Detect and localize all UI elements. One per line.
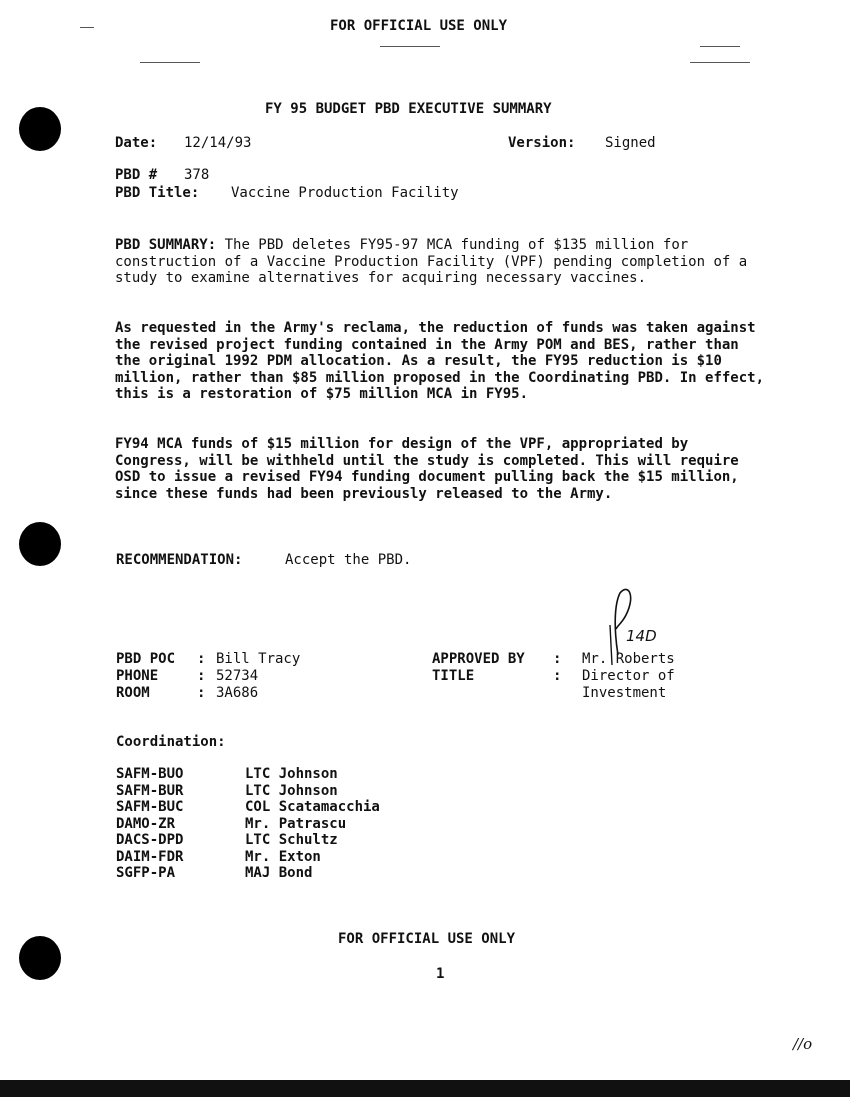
poc-colon: :: [197, 651, 206, 667]
punch-hole-middle: [19, 522, 61, 566]
recommendation-value: Accept the PBD.: [285, 552, 412, 568]
page-number: 1: [436, 966, 445, 982]
pbd-number-value: 378: [184, 167, 210, 183]
scan-border-bottom: [0, 1080, 850, 1097]
approved-by-colon: :: [553, 651, 562, 667]
version-label: Version:: [508, 135, 576, 151]
scan-artifact: [700, 46, 740, 47]
coordination-office: SGFP-PA: [116, 865, 176, 881]
summary-label: PBD SUMMARY:: [115, 237, 217, 253]
coordination-label: Coordination:: [116, 734, 226, 750]
coordination-person: Mr. Exton: [245, 848, 321, 865]
approved-by-label: APPROVED BY: [432, 651, 525, 667]
room-value: 3A686: [216, 685, 259, 701]
room-label: ROOM: [116, 685, 150, 701]
recommendation-label: RECOMMENDATION:: [116, 552, 243, 568]
signature-initials: 14D: [626, 627, 657, 645]
handwritten-page-mark: //o: [793, 1035, 813, 1053]
coordination-office: SAFM-BUC: [116, 799, 184, 815]
paragraph-fy94-funds: FY94 MCA funds of $15 million for design of the VPF, appropriated by Congress, will be withheld until the study is completed. This will require OSD to issue a revised FY94 funding document pulling back the $15 million, since these funds had been previously released to the Army.: [115, 436, 739, 502]
pbd-title-value: Vaccine Production Facility: [231, 185, 459, 201]
poc-label: PBD POC: [116, 651, 176, 667]
title-label: TITLE: [432, 668, 475, 684]
scan-artifact: [140, 62, 200, 63]
coordination-person: Mr. Patrascu: [245, 815, 347, 832]
page-title: FY 95 BUDGET PBD EXECUTIVE SUMMARY: [265, 101, 552, 117]
coordination-person: LTC Johnson: [245, 766, 338, 782]
phone-value: 52734: [216, 668, 259, 684]
title-value: Director of: [582, 668, 675, 684]
coordination-person: MAJ Bond: [245, 865, 313, 881]
scan-artifact: [380, 46, 440, 47]
punch-hole-bottom: [19, 936, 61, 980]
room-colon: :: [197, 685, 206, 701]
coordination-office: DACS-DPD: [116, 832, 184, 848]
scan-artifact: [690, 62, 750, 63]
summary-paragraph: [115, 237, 765, 287]
poc-value: Bill Tracy: [216, 651, 301, 667]
title-colon: :: [553, 668, 562, 684]
punch-hole-top: [19, 107, 61, 151]
pbd-title-label: PBD Title:: [115, 185, 200, 201]
scan-artifact: [80, 27, 94, 28]
pbd-number-label: PBD #: [115, 167, 158, 183]
coordination-office: SAFM-BUR: [116, 782, 184, 799]
header-marking: FOR OFFICIAL USE ONLY: [330, 18, 508, 34]
title-value-continued: Investment: [582, 685, 667, 701]
coordination-office: DAMO-ZR: [116, 815, 176, 832]
paragraph-army-reclama: As requested in the Army's reclama, the reduction of funds was taken against the revised project funding contained in the Army POM and BES, rather than the original 1992 PDM allocation. As a result, the FY95 reduction is $10 million, rather than $85 million proposed in the Coordinating PBD. In effect, this is a restoration of $75 million MCA in FY95.: [115, 320, 765, 402]
summary-text: The PBD deletes FY95-97 MCA funding of $135 million for construction of a Vaccine Production Facility (VPF) pending completion of a study to examine alternatives for acquiring necessary vaccines.: [115, 237, 748, 286]
phone-colon: :: [197, 668, 206, 684]
approved-by-value: Mr. Roberts: [582, 651, 675, 667]
coordination-person: LTC Schultz: [245, 832, 338, 848]
coordination-person: COL Scatamacchia: [245, 799, 380, 815]
phone-label: PHONE: [116, 668, 159, 684]
footer-marking: FOR OFFICIAL USE ONLY: [338, 931, 516, 947]
date-value: 12/14/93: [184, 135, 252, 151]
coordination-office: DAIM-FDR: [116, 848, 184, 865]
date-label: Date:: [115, 135, 158, 151]
coordination-office: SAFM-BUO: [116, 766, 184, 782]
version-value: Signed: [605, 135, 656, 151]
coordination-person: LTC Johnson: [245, 782, 338, 799]
